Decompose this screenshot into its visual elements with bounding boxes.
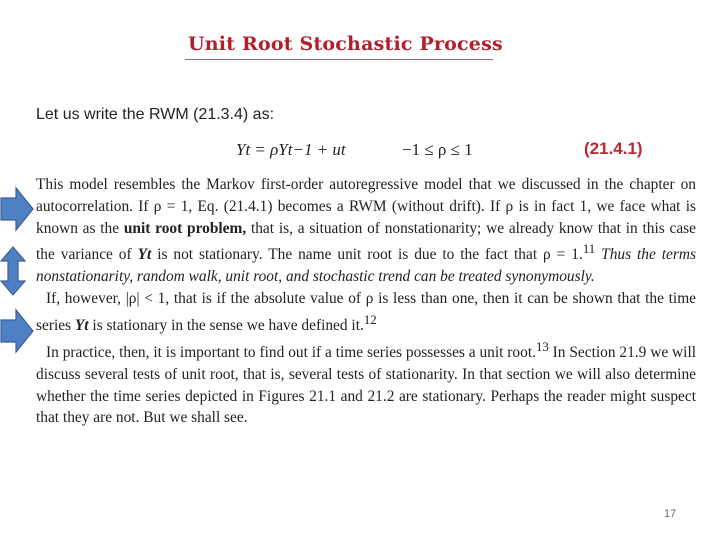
equation-row bbox=[0, 140, 720, 164]
p1-text-2: that is, a situation of nonstationarity; we already know that in this case the variance of bbox=[36, 219, 696, 264]
equation-main: Yt = ρYt−1 + ut bbox=[236, 140, 346, 159]
p1-bold-term: unit root problem, bbox=[123, 219, 247, 237]
p2-footnote: 12 bbox=[363, 312, 377, 327]
p2-variable: Yt bbox=[74, 317, 89, 335]
right-arrow-icon bbox=[0, 186, 34, 232]
paragraph-3 bbox=[36, 337, 696, 429]
p1-footnote: 11 bbox=[582, 242, 596, 257]
p3-footnote: 13 bbox=[535, 339, 549, 354]
p3-text-2: In Section 21.9 we will discuss several tests of unit root, that is, several tests of stationarity. In that section we will also determine whether the time series depicted in Figures 21.1 and 21.2 are stationary. Perhaps the reader might suspect that they are not. But we shall see. bbox=[36, 343, 696, 427]
paragraph-1 bbox=[36, 174, 696, 288]
p1-text-3: is not stationary. The name unit root is due to the fact that ρ = 1. bbox=[151, 246, 583, 264]
p2-text-1: If, however, |ρ| < 1, that is if the absolute value of ρ is less than one, then it can be shown that the time series bbox=[36, 290, 696, 335]
title-underline bbox=[185, 59, 493, 60]
up-down-arrow-icon bbox=[0, 246, 26, 296]
page-number: 17 bbox=[664, 508, 677, 520]
p3-text-1: In practice, then, it is important to find out if a time series possesses a unit root. bbox=[46, 343, 536, 361]
intro-text: Let us write the RWM (21.3.4) as: bbox=[36, 106, 275, 123]
p1-italic: Thus the terms nonstationarity, random walk, unit root, and stochastic trend can be treated synonymously. bbox=[36, 246, 696, 286]
slide-title: Unit Root Stochastic Process bbox=[188, 33, 503, 55]
p1-text-1: This model resembles the Markov first-order autoregressive model that we discussed in the chapter on autocorrelation. If ρ = 1, Eq. (21.4.1) becomes a RWM (without drift). If ρ is in fact 1, we face what is known as the bbox=[36, 176, 696, 237]
p1-variable: Yt bbox=[137, 246, 152, 264]
p2-text-2: is stationary in the sense we have defined it. bbox=[88, 317, 364, 335]
body-text bbox=[36, 174, 696, 429]
equation-condition: −1 ≤ ρ ≤ 1 bbox=[402, 140, 473, 159]
equation-number: (21.4.1) bbox=[584, 139, 643, 158]
paragraph-2 bbox=[36, 288, 696, 337]
right-arrow-icon bbox=[0, 308, 34, 354]
